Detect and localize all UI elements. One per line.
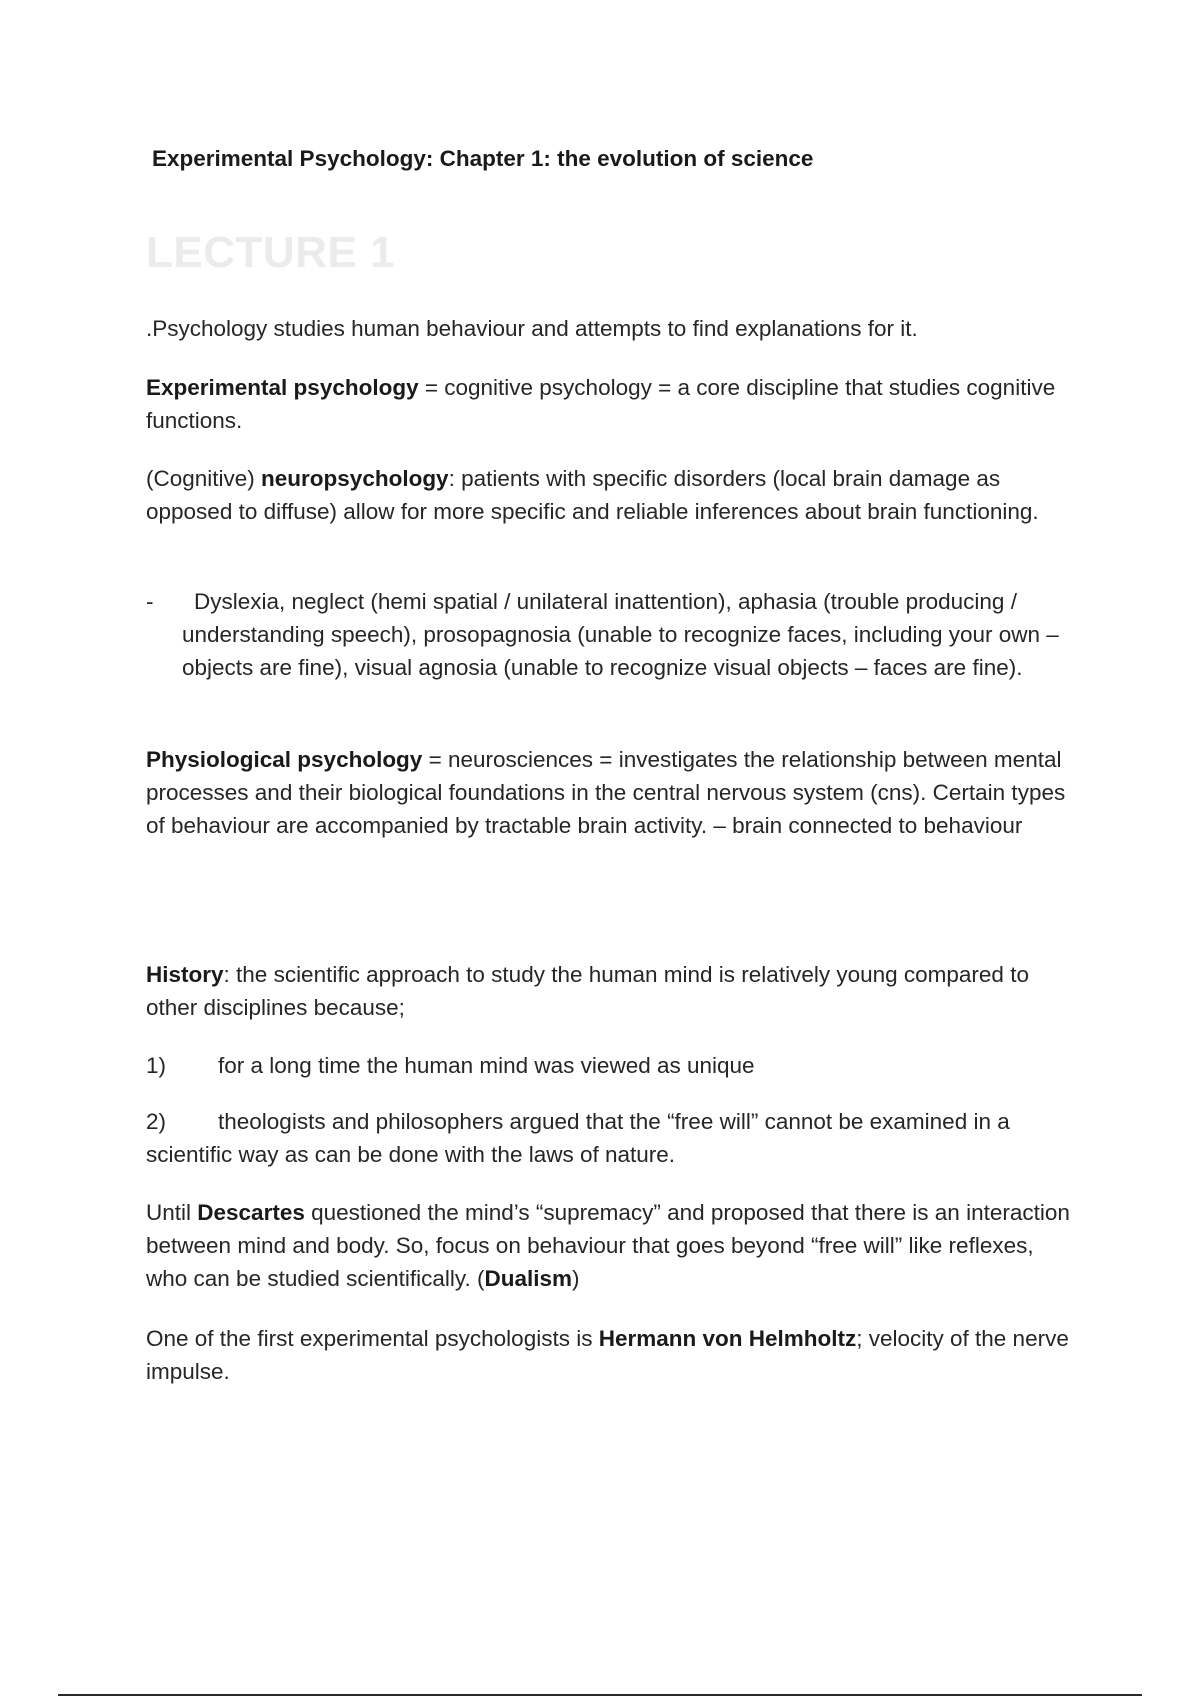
helmholtz-paragraph (146, 1322, 1076, 1388)
neuropsychology-paragraph (146, 462, 1076, 528)
neuropsychology-prefix: (Cognitive) (146, 466, 262, 491)
descartes-text-middle: questioned the mind’s “supremacy” and proposed that there is an interaction between mind and body. So, focus on behaviour that goes beyond “free will” like reflexes, who can be studied scientifically. ( (146, 1200, 1070, 1291)
helmholtz-text-before: One of the first experimental psychologists is (146, 1326, 599, 1351)
list-number: 2) (146, 1109, 167, 1134)
disorders-list (146, 585, 1076, 684)
dualism-term: Dualism (484, 1266, 573, 1291)
physiological-psychology-paragraph (146, 743, 1076, 842)
disorders-list-text: Dyslexia, neglect (hemi spatial / unilateral inattention), aphasia (trouble producing / understanding speech), prosopagnosia (unable to recognize faces, including your own – objects are fine), visual agnosia (unable to recognize visual objects – faces are fine). (182, 589, 1059, 680)
list-item-text: for a long time the human mind was viewed as unique (218, 1053, 755, 1078)
experimental-psychology-definition: = cognitive psychology = a core discipline that studies cognitive functions. (146, 375, 1056, 433)
intro-paragraph: .Psychology studies human behaviour and attempts to find explanations for it. (146, 316, 918, 341)
list-number: 1) (146, 1053, 167, 1078)
descartes-text-after: ) (572, 1266, 580, 1291)
physiological-psychology-definition: = neurosciences = investigates the relationship between mental processes and their biological foundations in the central nervous system (cns). Certain types of behaviour are accompanied by tractable brain activity. – brain connected to behaviour (146, 747, 1066, 838)
footer-divider (58, 1694, 1142, 1696)
experimental-psychology-term: Experimental psychology (146, 375, 419, 400)
history-paragraph (146, 958, 1076, 1024)
history-term: History (146, 962, 224, 987)
descartes-text-before: Until (146, 1200, 198, 1225)
list-item (146, 1049, 1076, 1082)
list-item (146, 1105, 1076, 1171)
document-title: Experimental Psychology: Chapter 1: the evolution of science (152, 146, 814, 171)
helmholtz-name: Hermann von Helmholtz (598, 1326, 857, 1351)
neuropsychology-definition: : patients with specific disorders (local brain damage as opposed to diffuse) allow for more specific and reliable inferences about brain functioning. (146, 466, 1039, 524)
list-bullet: - (146, 589, 154, 614)
descartes-paragraph (146, 1196, 1076, 1295)
list-item-text: theologists and philosophers argued that the “free will” cannot be examined in a scientific way as can be done with the laws of nature. (146, 1109, 1010, 1167)
helmholtz-text-after: ; velocity of the nerve impulse. (146, 1326, 1069, 1384)
experimental-psychology-paragraph (146, 371, 1076, 437)
descartes-name: Descartes (197, 1200, 305, 1225)
physiological-psychology-term: Physiological psychology (146, 747, 423, 772)
history-definition: : the scientific approach to study the human mind is relatively young compared to other disciplines because; (146, 962, 1029, 1020)
list-item (146, 585, 1076, 684)
lecture-heading: LECTURE 1 (146, 228, 395, 277)
neuropsychology-term: neuropsychology (261, 466, 449, 491)
